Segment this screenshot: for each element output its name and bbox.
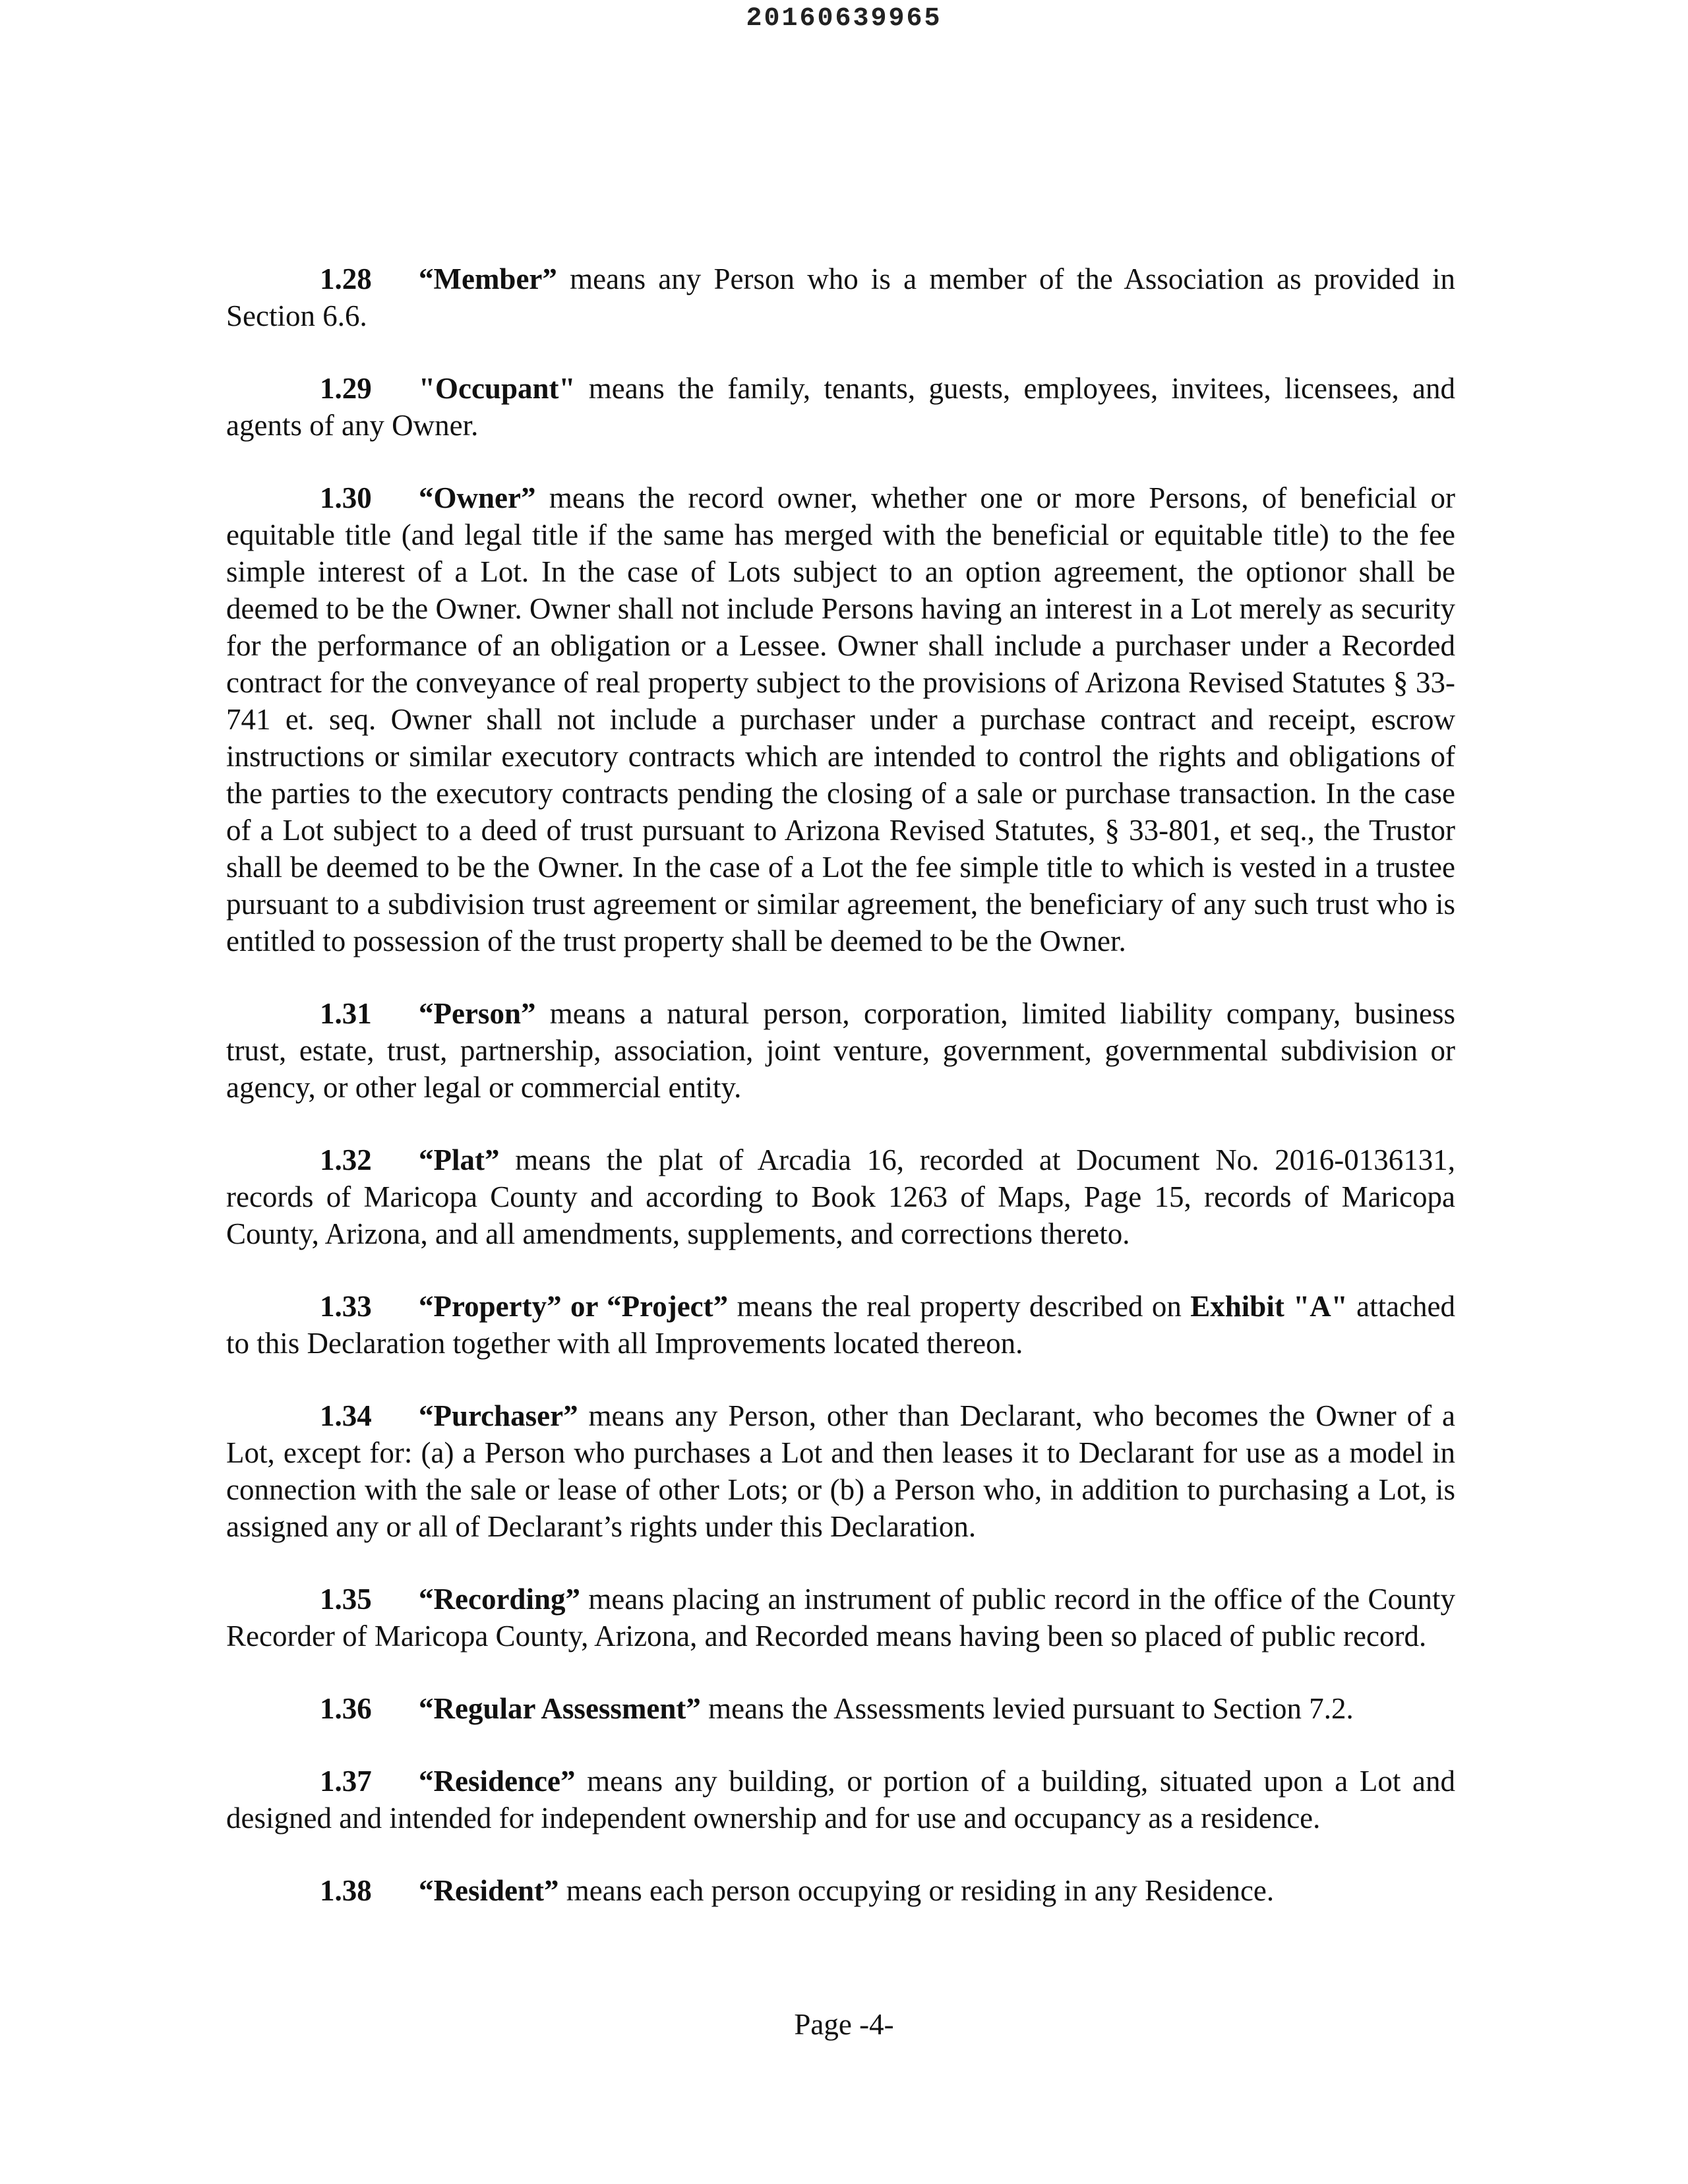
defined-term: “Plat” xyxy=(419,1143,500,1176)
defined-term: “Recording” xyxy=(419,1583,580,1616)
definition-1-34 xyxy=(226,1397,1455,1545)
definitions-body xyxy=(226,260,1455,1945)
definition-text: means the Assessments levied pursuant to Section 7.2. xyxy=(700,1692,1354,1725)
defined-term: “Regular Assessment” xyxy=(419,1692,701,1725)
definition-text: means any building, or portion of a building, situated upon a Lot and designed and intended for independent ownership and for use and occupancy as a residence. xyxy=(226,1765,1455,1835)
section-number: 1.29 xyxy=(320,372,372,405)
definition-1-35 xyxy=(226,1581,1455,1654)
definition-text: means each person occupying or residing in any Residence. xyxy=(558,1874,1275,1907)
section-number: 1.31 xyxy=(320,997,372,1030)
exhibit-reference: Exhibit "A" xyxy=(1190,1290,1348,1323)
section-number: 1.28 xyxy=(320,262,372,295)
defined-term: “Person” xyxy=(419,997,536,1030)
definition-text: means any Person, other than Declarant, who becomes the Owner of a Lot, except for: (a) a Person who purchases a Lot and then leases it to Declarant for use as a model in connection with the sale or lease of other Lots; or (b) a Person who, in addition to purchasing a Lot, is assigned any or all of Declarant’s rights under this Declaration. xyxy=(226,1399,1455,1543)
defined-term: “Owner” xyxy=(419,481,536,514)
definition-text: means placing an instrument of public record in the office of the County Recorder of Maricopa County, Arizona, and Recorded means having been so placed of public record. xyxy=(226,1583,1455,1653)
definition-1-37 xyxy=(226,1763,1455,1836)
defined-term: "Occupant" xyxy=(419,372,576,405)
definition-1-30 xyxy=(226,479,1455,959)
page-number: Page -4- xyxy=(794,2008,894,2041)
definition-1-31 xyxy=(226,995,1455,1106)
defined-term: “Resident” xyxy=(419,1874,559,1907)
definition-1-36 xyxy=(226,1690,1455,1727)
definition-text: means any Person who is a member of the Association as provided in Section 6.6. xyxy=(226,262,1455,332)
definition-1-29 xyxy=(226,370,1455,444)
defined-term: “Member” xyxy=(419,262,557,295)
definition-text-continued: attached to this Declaration together with all Improvements located thereon. xyxy=(226,1290,1455,1360)
definition-1-38 xyxy=(226,1872,1455,1909)
defined-term: “Purchaser” xyxy=(419,1399,578,1432)
defined-term: “Property” or “Project” xyxy=(419,1290,729,1323)
section-number: 1.38 xyxy=(320,1874,372,1907)
definition-1-32 xyxy=(226,1141,1455,1252)
definition-text: means the family, tenants, guests, employees, invitees, licensees, and agents of any Owner. xyxy=(226,372,1455,442)
section-number: 1.33 xyxy=(320,1290,372,1323)
definition-text: means the record owner, whether one or more Persons, of beneficial or equitable title (and legal title if the same has merged with the beneficial or equitable title) to the fee simple interest of a Lot. In the case of Lots subject to an option agreement, the optionor shall be deemed to be the Owner. Owner shall not include Persons having an interest in a Lot merely as security for the performance of an obligation or a Lessee. Owner shall include a purchaser under a Recorded contract for the conveyance of real property subject to the provisions of Arizona Revised Statutes § 33-741 et. seq. Owner shall not include a purchaser under a purchase contract and receipt, escrow instructions or similar executory contracts which are intended to control the rights and obligations of the parties to the executory contracts pending the closing of a sale or purchase transaction. In the case of a Lot subject to a deed of trust pursuant to Arizona Revised Statutes, § 33-801, et seq., the Trustor shall be deemed to be the Owner. In the case of a Lot the fee simple title to which is vested in a trustee pursuant to a subdivision trust agreement or similar agreement, the beneficiary of any such trust who is entitled to possession of the trust property shall be deemed to be the Owner. xyxy=(226,481,1455,957)
document-number: 20160639965 xyxy=(746,4,942,34)
defined-term: “Residence” xyxy=(419,1765,576,1798)
section-number: 1.34 xyxy=(320,1399,372,1432)
section-number: 1.36 xyxy=(320,1692,372,1725)
section-number: 1.37 xyxy=(320,1765,372,1798)
definition-1-33 xyxy=(226,1288,1455,1362)
section-number: 1.32 xyxy=(320,1143,372,1176)
definition-1-28 xyxy=(226,260,1455,334)
definition-text: means the real property described on xyxy=(728,1290,1191,1323)
definition-text: means a natural person, corporation, limited liability company, business trust, estate, trust, partnership, association, joint venture, government, governmental subdivision or agency, or other legal or commercial entity. xyxy=(226,997,1455,1104)
definition-text: means the plat of Arcadia 16, recorded at Document No. 2016-0136131, records of Maricopa County and according to Book 1263 of Maps, Page 15, records of Maricopa County, Arizona, and all amendments, supplements, and corrections thereto. xyxy=(226,1143,1455,1250)
section-number: 1.35 xyxy=(320,1583,372,1616)
section-number: 1.30 xyxy=(320,481,372,514)
